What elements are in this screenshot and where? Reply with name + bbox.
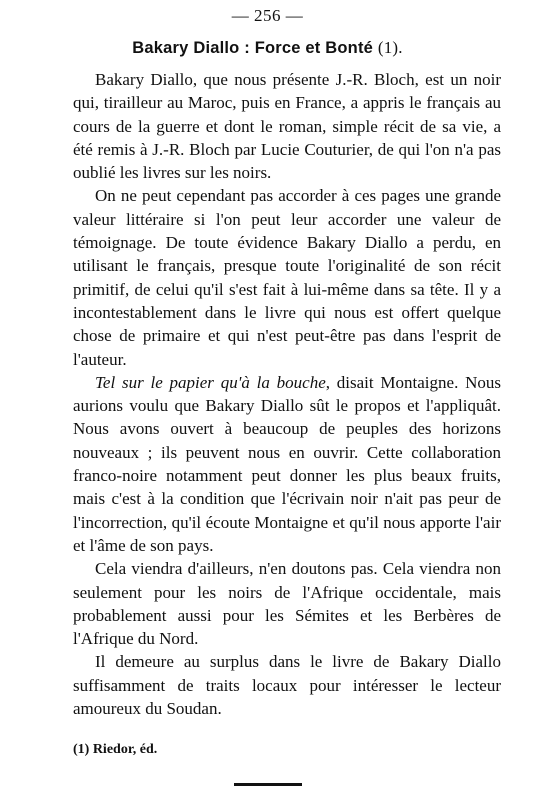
footnote-reference: (1).	[377, 38, 403, 57]
paragraph-5: Il demeure au surplus dans le livre de Bakary Diallo suffisamment de traits locaux pour intéresser le lecteur amoureux du Soudan.	[73, 652, 501, 719]
paragraph-2: On ne peut cependant pas accorder à ces pages une grande valeur littéraire si l'on peut leur accorder une valeur de témoignage. De toute évidence Bakary Diallo a perdu, en utilisant le français, presque toute l'originalité de son récit primitif, de celui qu'il s'est fait à lui-même dans sa tête. Il y a incontestablement dans le livre qui nous est offert quelque chose de primaire et qui n'est peut-être pas dans l'esprit de l'auteur.	[73, 186, 501, 369]
paragraph-3-text: , disait Montaigne. Nous aurions voulu que Bakary Diallo sût le propos et l'appliquât. Nous avons ouvert à beaucoup de peuples des horizons nouveaux ; ils peuvent nous en ouvrir. Cette collaboration franco-noire notamment peut donner les plus beaux fruits, mais c'est à la condition que l'écrivain noir n'ait pas peur de l'incorrection, qu'il écoute Montaigne et qu'il nous apporte l'air et l'âme de son pays.	[73, 372, 501, 555]
footnote: (1) Riedor, éd.	[73, 742, 158, 757]
article-title-text: Bakary Diallo : Force et Bonté	[132, 39, 374, 57]
page-number: — 256 —	[231, 6, 304, 25]
paragraph-4: Cela viendra d'ailleurs, n'en doutons pas. Cela viendra non seulement pour les noirs de l'Afrique occidentale, mais probablement aussi pour les Sémites et les Berbères de l'Afrique du Nord.	[73, 559, 501, 649]
paragraph-1: Bakary Diallo, que nous présente J.-R. Bloch, est un noir qui, tirailleur au Maroc, puis en France, a appris le français au cours de la guerre et dont le roman, simple récit de sa vie, a été remis à J.-R. Bloch par Lucie Couturier, de qui l'on n'a pas oublié les livres sur les noirs.	[73, 70, 501, 183]
end-rule	[234, 783, 302, 786]
paragraph-3	[73, 371, 501, 557]
montaigne-quote: Tel sur le papier qu'à la bouche	[95, 372, 326, 392]
article-title	[0, 38, 535, 58]
article-body	[73, 68, 501, 720]
